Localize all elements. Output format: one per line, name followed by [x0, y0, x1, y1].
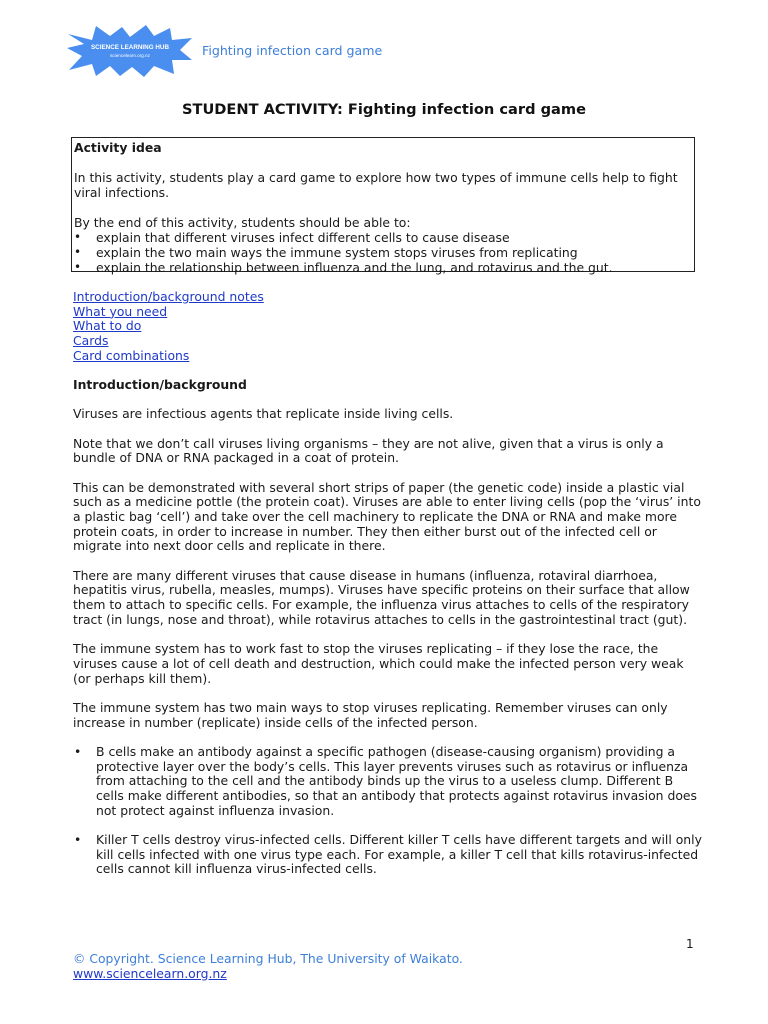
- objective-text: explain the relationship between influenza and the lung, and rotavirus and the gut.: [96, 260, 613, 275]
- toc-link-introduction[interactable]: Introduction/background notes: [73, 289, 264, 304]
- header-title: Fighting infection card game: [202, 43, 383, 58]
- logo-text-primary: SCIENCE LEARNING HUB: [90, 44, 170, 51]
- paragraph: Viruses are infectious agents that replicate inside living cells.: [73, 406, 454, 422]
- footer-website-link[interactable]: www.sciencelearn.org.nz: [73, 965, 227, 981]
- list-item: [73, 833, 703, 877]
- logo-text-url: sciencelearn.org.nz: [110, 53, 150, 58]
- bullet-icon: •: [74, 831, 82, 847]
- section-heading: Introduction/background: [73, 377, 247, 392]
- objective-text: explain that different viruses infect different cells to cause disease: [96, 230, 510, 245]
- objective-item: [74, 230, 692, 245]
- paragraph: The immune system has to work fast to stop the viruses replicating – if they lose the race, the viruses cause a lot of cell death and destruction, which could make the infected person very weak (or perhaps kill them).: [73, 641, 684, 686]
- immune-mechanisms-list: [73, 745, 703, 877]
- bullet-icon: •: [74, 230, 82, 244]
- document-title: STUDENT ACTIVITY: Fighting infection card game: [181, 101, 587, 118]
- footer: [73, 952, 463, 981]
- list-item-text: B cells make an antibody against a specific pathogen (disease-causing organism) providing a protective layer over the body’s cells. This layer prevents viruses such as rotavirus or influenza from attaching to the cell and the antibody binds up the virus to a useless clump. Different B cells make different antibodies, so that an antibody that protects against rotavirus invasion does not protect against influenza invasion.: [96, 743, 697, 818]
- objectives-list: [74, 230, 692, 275]
- bullet-icon: •: [74, 260, 82, 274]
- objective-item: [74, 260, 692, 275]
- paragraph: There are many different viruses that cause disease in humans (influenza, rotaviral diarrhoea, hepatitis virus, rubella, measles, mumps). Viruses have specific proteins on their surface that allow them to attach to specific cells. For example, the influenza virus attaches to cells of the respiratory tract (in lungs, nose and throat), while rotavirus attaches to cells in the gastrointestinal tract (gut).: [73, 567, 690, 627]
- objective-text: explain the two main ways the immune system stops viruses from replicating: [96, 245, 578, 260]
- copyright-text: © Copyright. Science Learning Hub, The University of Waikato.: [73, 951, 463, 966]
- activity-box-heading: Activity idea: [74, 140, 162, 155]
- toc-link-cards[interactable]: Cards: [73, 333, 109, 349]
- toc-link-card-combinations[interactable]: Card combinations: [73, 347, 190, 363]
- bullet-icon: •: [74, 245, 82, 259]
- list-item-text: Killer T cells destroy virus-infected cells. Different killer T cells have different targets and will only kill cells infected with one virus type each. For example, a killer T cell that kills rotavirus-infected cells cannot kill influenza virus-infected cells.: [96, 831, 702, 877]
- table-of-contents: [73, 290, 264, 364]
- logo-starburst-icon: [66, 24, 194, 78]
- activity-idea-box: [71, 137, 695, 275]
- paragraph: Note that we don’t call viruses living organisms – they are not alive, given that a virus is only a bundle of DNA or RNA packaged in a coat of protein.: [73, 435, 664, 466]
- toc-link-what-to-do[interactable]: What to do: [73, 318, 142, 334]
- list-item: [73, 745, 703, 819]
- objective-item: [74, 245, 692, 260]
- introduction-section: [73, 378, 703, 892]
- objectives-lead: By the end of this activity, students should be able to:: [74, 215, 411, 230]
- science-learning-hub-logo[interactable]: [66, 24, 194, 78]
- toc-link-what-you-need[interactable]: What you need: [73, 303, 168, 319]
- bullet-icon: •: [74, 743, 82, 759]
- page-number: 1: [686, 937, 694, 951]
- paragraph: This can be demonstrated with several short strips of paper (the genetic code) inside a plastic vial such as a medicine pottle (the protein coat). Viruses are able to enter living cells (pop the ‘virus’ into a plastic bag ‘cell’) and take over the cell machinery to replicate the DNA or RNA and make more protein coats, in order to increase in number. They then either burst out of the infected cell or migrate into next door cells and replicate in there.: [73, 479, 701, 554]
- activity-intro: In this activity, students play a card game to explore how two types of immune cells help to fight viral infections.: [74, 170, 678, 200]
- paragraph: The immune system has two main ways to stop viruses replicating. Remember viruses can only increase in number (replicate) inside cells of the infected person.: [73, 699, 668, 730]
